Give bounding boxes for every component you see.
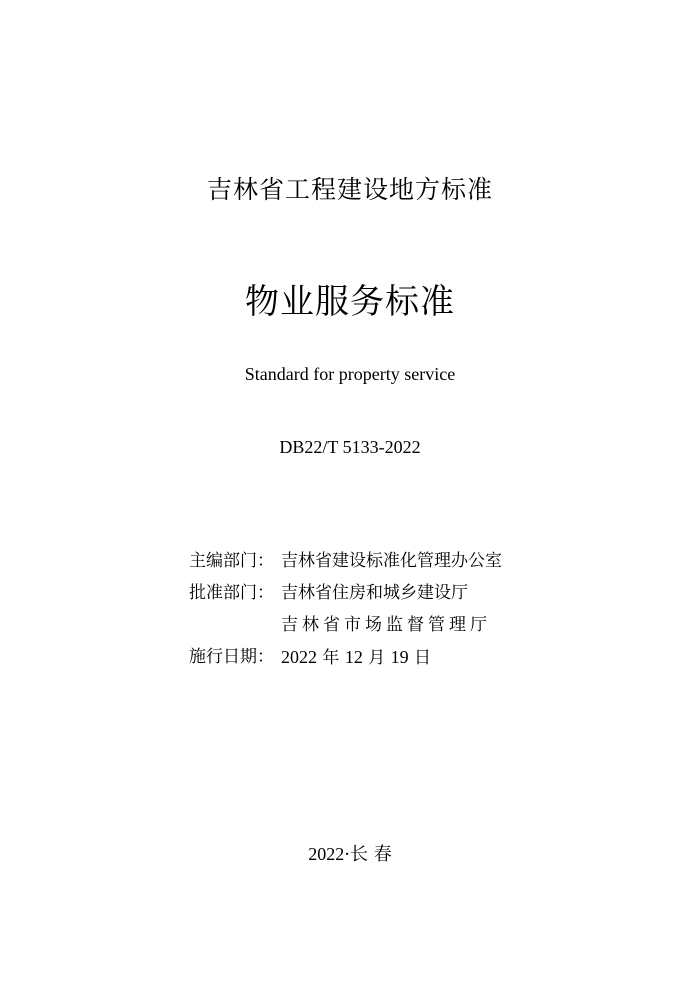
publication-footer	[0, 840, 700, 866]
approver-row	[189, 577, 502, 609]
approver-label: 批准部门：	[189, 583, 274, 603]
standard-code: DB22/T 5133-2022	[279, 437, 421, 457]
footer-separator: ·	[344, 844, 350, 865]
approver-row-2	[189, 609, 502, 641]
effective-date-label: 施行日期：	[189, 647, 274, 667]
footer-year: 2022	[308, 844, 345, 864]
editor-value: 吉林省建设标准化管理办公室	[281, 551, 502, 571]
effective-day: 19	[390, 647, 409, 667]
english-title: Standard for property service	[244, 364, 456, 384]
approver-value-2: 吉林省市场监督管理厅	[281, 615, 491, 635]
effective-date-value	[281, 641, 431, 674]
footer-city: 长 春	[350, 844, 392, 865]
approver-value-1: 吉林省住房和城乡建设厅	[281, 583, 468, 603]
effective-month-unit: 月	[368, 648, 386, 668]
effective-date-row	[189, 641, 502, 674]
approver-label-spacer	[189, 609, 281, 641]
effective-year-unit: 年	[322, 648, 340, 668]
effective-day-unit: 日	[414, 648, 432, 668]
editor-label: 主编部门：	[189, 551, 274, 571]
editor-row	[189, 545, 502, 577]
effective-year: 2022	[281, 647, 317, 667]
publication-info	[189, 545, 502, 674]
main-title: 物业服务标准	[245, 282, 455, 322]
series-title: 吉林省工程建设地方标准	[206, 175, 493, 204]
effective-month: 12	[344, 647, 363, 667]
